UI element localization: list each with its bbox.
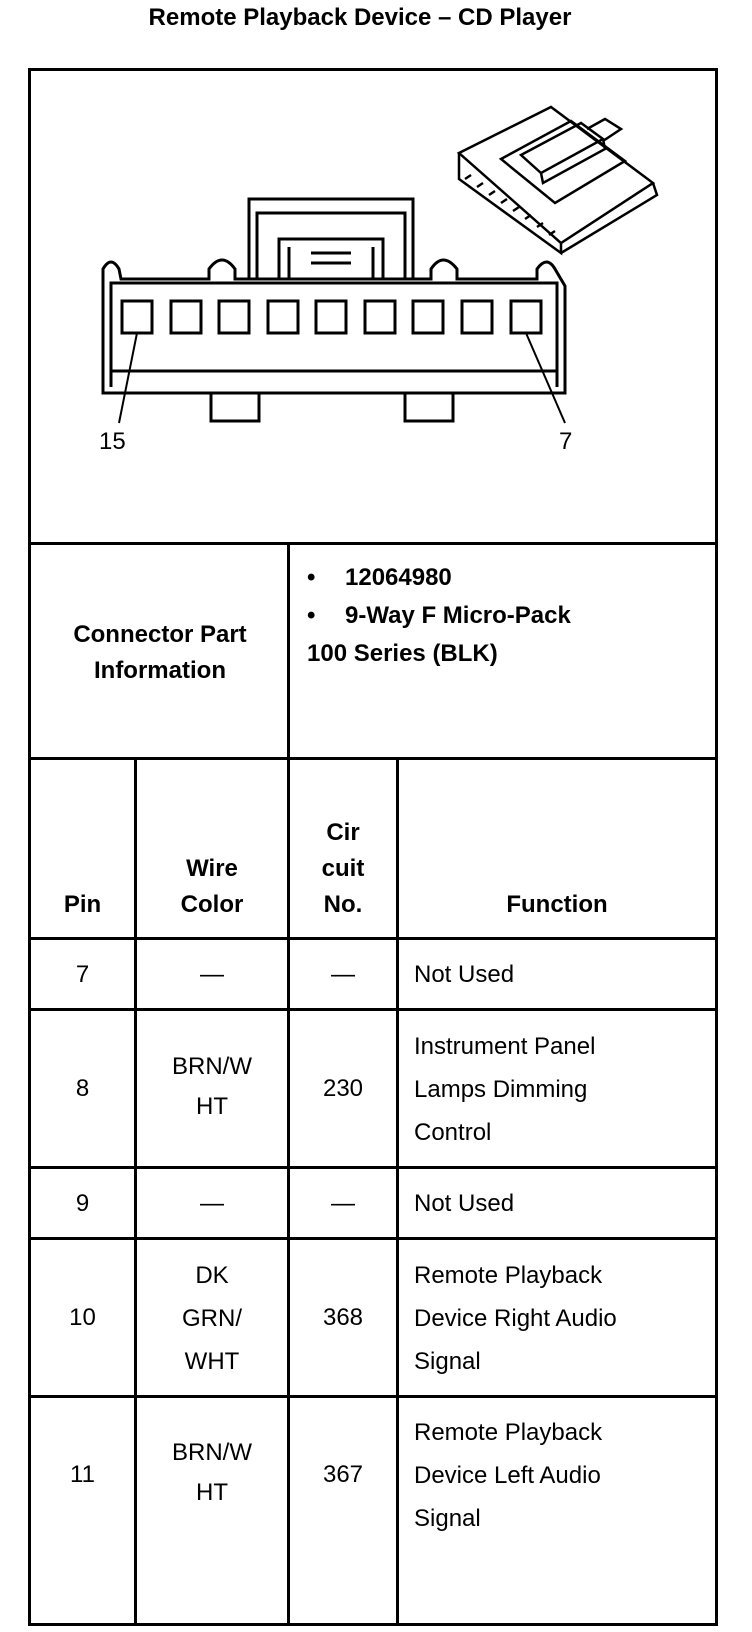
cell-function: Instrument Panel Lamps Dimming Control — [414, 1033, 596, 1146]
connector-iso-view — [459, 107, 657, 253]
pin-cavity — [462, 301, 492, 333]
page-title: Remote Playback Device – CD Player — [148, 4, 572, 31]
pin-cavity — [219, 301, 249, 333]
connector-tab-left — [211, 393, 259, 421]
pin-cavity — [171, 301, 201, 333]
cell-circuit: — — [331, 961, 355, 988]
cell-pin: 7 — [75, 961, 90, 988]
cell-pin: 9 — [75, 1190, 90, 1217]
header-function: Function — [506, 891, 608, 918]
cell-wire: DK GRN/ WHT — [182, 1262, 242, 1375]
divider — [31, 1395, 715, 1398]
divider — [31, 1166, 715, 1169]
pin-cavity — [413, 301, 443, 333]
connector-info-list — [307, 559, 707, 673]
leader-line-15 — [119, 333, 137, 423]
cell-circuit: 230 — [322, 1075, 364, 1102]
pin-cavity — [316, 301, 346, 333]
connector-table-frame — [28, 68, 718, 1626]
header-wire-color: Wire Color — [180, 855, 244, 918]
pin-label-left: 15 — [99, 428, 126, 455]
part-number: 12064980 — [345, 564, 452, 591]
cell-function: Remote Playback Device Left Audio Signal — [414, 1419, 603, 1532]
connector-info-label-line1: Connector Part — [73, 621, 247, 648]
cell-wire: — — [200, 961, 224, 988]
cell-pin: 11 — [70, 1461, 95, 1488]
cell-function: Not Used — [414, 961, 515, 988]
cell-wire: BRN/W HT — [172, 1439, 252, 1506]
leader-line-7 — [526, 333, 565, 423]
cell-pin: 8 — [75, 1075, 90, 1102]
pin-cavity-15 — [122, 301, 152, 333]
header-circuit-no: Cir cuit No. — [321, 819, 365, 918]
cell-function: Not Used — [414, 1190, 515, 1217]
divider — [31, 937, 715, 940]
list-item: • 12064980 — [307, 564, 452, 591]
cell-wire: BRN/W HT — [172, 1053, 252, 1120]
divider — [31, 1237, 715, 1240]
cell-circuit: 368 — [322, 1304, 364, 1331]
cell-function: Remote Playback Device Right Audio Signal — [414, 1262, 617, 1375]
connector-info-label — [31, 545, 289, 761]
part-description: 9-Way F Micro-Pack — [345, 602, 571, 629]
header-pin: Pin — [63, 891, 102, 918]
pin-cavity — [365, 301, 395, 333]
connector-diagram — [31, 71, 715, 566]
cell-circuit: 367 — [322, 1461, 364, 1488]
cell-circuit: — — [331, 1190, 355, 1217]
divider — [31, 1008, 715, 1011]
cell-wire: — — [200, 1190, 224, 1217]
pin-cavity-7 — [511, 301, 541, 333]
pin-cavity — [268, 301, 298, 333]
pin-label-right: 7 — [559, 428, 573, 455]
cell-pin: 10 — [69, 1304, 96, 1331]
connector-tab-right — [405, 393, 453, 421]
part-description-cont: 100 Series (BLK) — [307, 640, 498, 667]
list-item: • 9-Way F Micro-Pack — [307, 602, 571, 629]
connector-info-label-line2: Information — [93, 657, 226, 684]
